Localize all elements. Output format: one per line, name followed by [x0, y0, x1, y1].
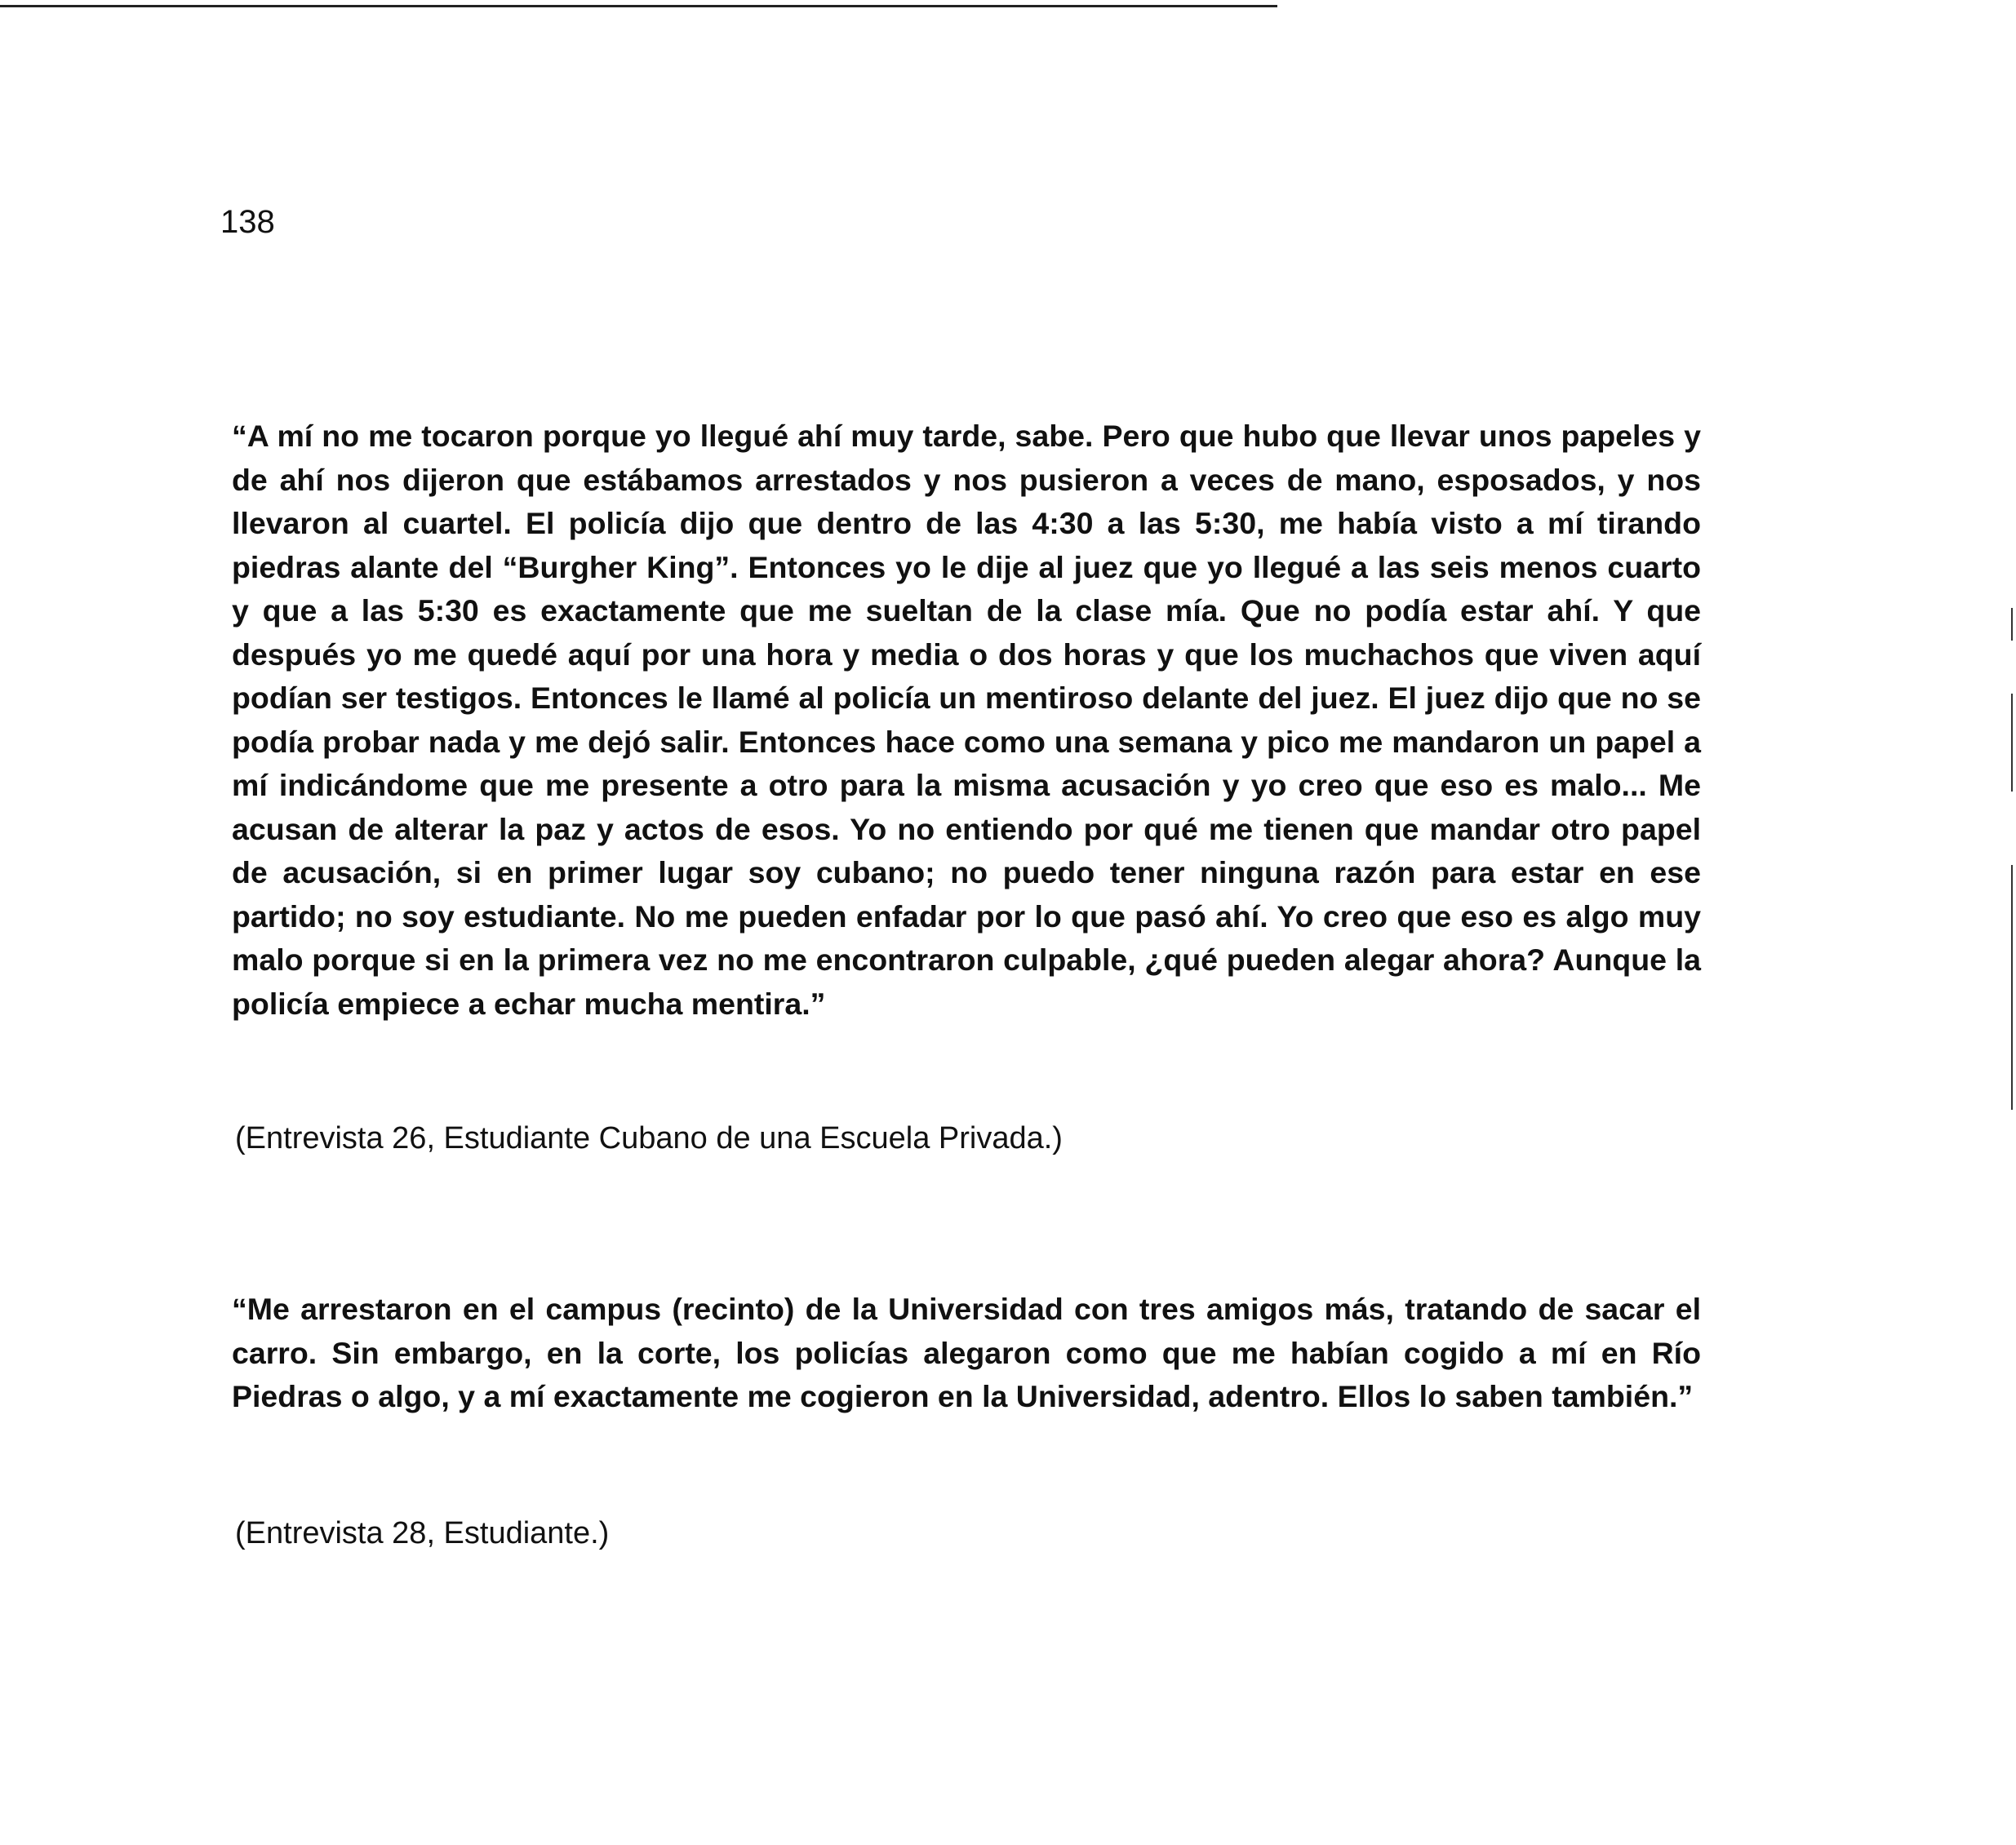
margin-mark — [2011, 694, 2013, 792]
margin-mark — [2011, 865, 2013, 1110]
interview-citation-26: (Entrevista 26, Estudiante Cubano de una Escuela Privada.) — [235, 1121, 1063, 1155]
top-rule — [0, 5, 1277, 7]
margin-mark — [2011, 608, 2013, 641]
interview-quote-26: “A mí no me tocaron porque yo llegué ahí muy tarde, sabe. Pero que hubo que llevar unos papeles y de ahí nos dijeron que estábamos arrestados y nos pusieron a veces de mano, esposados, y nos llevaron al cuartel. El policía dijo que dentro de las 4:30 a las 5:30, me había visto a mí tirando piedras alante del “Burgher King”. Entonces yo le dije al juez que yo llegué a las seis menos cuarto y que a las 5:30 es exactamente que me sueltan de la clase mía. Que no podía estar ahí. Y que después yo me quedé aquí por una hora y media o dos horas y que los muchachos que viven aquí podían ser testigos. Entonces le llamé al policía un mentiroso delante del juez. El juez dijo que no se podía probar nada y me dejó salir. Entonces hace como una semana y pico me mandaron un papel a mí indicándome que me presente a otro para la misma acusación y yo creo que eso es malo... Me acusan de alterar la paz y actos de esos. Yo no entiendo por qué me tienen que mandar otro papel de acusación, si en primer lugar soy cubano; no puedo tener ninguna razón para estar en ese partido; no soy estudiante. No me pueden enfadar por lo que pasó ahí. Yo creo que eso es algo muy malo porque si en la primera vez no me encontraron culpable, ¿qué pueden alegar ahora? Aunque la policía empiece a echar mucha mentira.” — [232, 419, 1701, 1021]
page-number: 138 — [220, 204, 275, 240]
interview-quote-28: “Me arrestaron en el campus (recinto) de la Universidad con tres amigos más, tratando de sacar el carro. Sin embargo, en la corte, los policías alegaron como que me habían cogido a mí en Río Piedras o algo, y a mí exactamente me cogieron en la Universidad, adentro. Ellos lo saben también.” — [232, 1292, 1701, 1413]
interview-citation-28: (Entrevista 28, Estudiante.) — [235, 1516, 610, 1550]
